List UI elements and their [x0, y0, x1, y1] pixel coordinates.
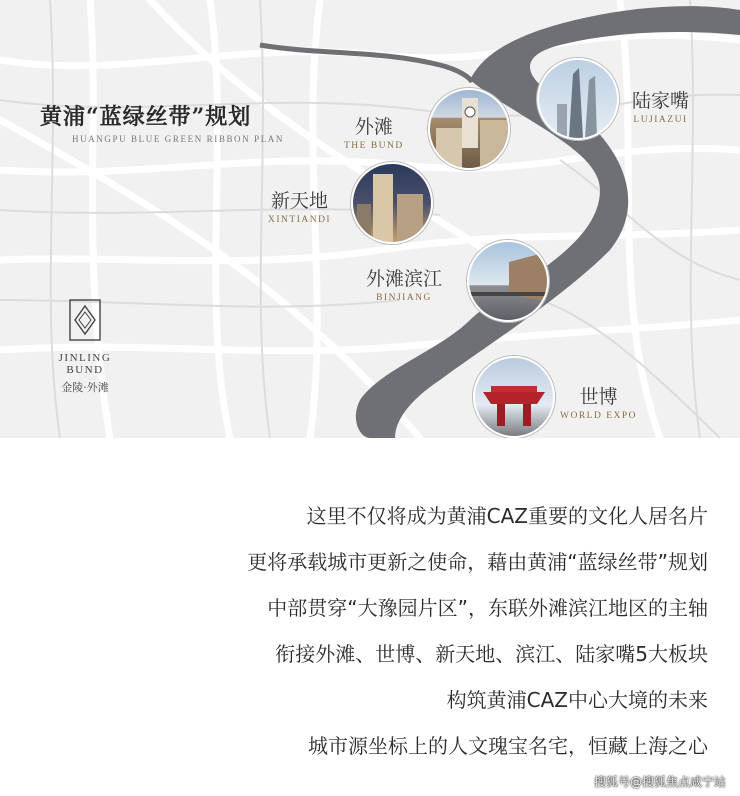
copy-line: 构筑黄浦CAZ中心大境的未来	[446, 688, 708, 712]
china-pavilion-icon	[475, 358, 553, 436]
copy-line: 更将承载城市更新之使命，藉由黄浦“蓝绿丝带”规划	[247, 550, 708, 574]
place-lujiazui	[632, 86, 689, 125]
watermark: 搜狐号@搜狐焦点咸宁站	[593, 775, 726, 789]
logo-cn: 金陵·外滩	[61, 381, 109, 394]
diamond-logo-icon	[68, 298, 102, 342]
place-expo	[560, 382, 637, 421]
place-binjiang-en: BINJIANG	[376, 293, 432, 303]
place-expo-cn: 世博	[579, 386, 618, 408]
body-copy	[247, 505, 708, 781]
place-lujiazui-cn: 陆家嘴	[632, 90, 690, 112]
map-title: 黄浦“蓝绿丝带”规划	[40, 104, 252, 130]
towers-icon	[539, 60, 617, 138]
copy-line: 这里不仅将成为黄浦CAZ重要的文化人居名片	[306, 504, 708, 528]
expo-photo	[473, 356, 555, 438]
place-xintiandi-en: XINTIANDI	[268, 215, 332, 225]
place-bund-cn: 外滩	[354, 116, 393, 138]
place-bund-en: THE BUND	[344, 141, 404, 151]
place-binjiang	[366, 264, 442, 303]
jinling-bund-logo	[40, 298, 130, 395]
bund-photo	[428, 88, 510, 170]
place-xintiandi	[268, 186, 331, 225]
copy-line: 中部贯穿“大豫园片区”，东联外滩滨江地区的主轴	[267, 596, 708, 620]
copy-line: 城市源坐标上的人文瑰宝名宅，恒藏上海之心	[308, 734, 708, 758]
place-expo-en: WORLD EXPO	[560, 411, 638, 421]
clocktower-icon	[430, 90, 508, 168]
place-bund	[344, 112, 404, 151]
map-subtitle: HUANGPU BLUE GREEN RIBBON PLAN	[72, 134, 285, 144]
binjiang-photo	[467, 240, 549, 322]
night-building-icon	[353, 164, 431, 242]
logo-en: JINLING BUND	[58, 352, 112, 376]
riverside-building-icon	[469, 242, 547, 320]
lujiazui-photo	[537, 58, 619, 140]
xintiandi-photo	[351, 162, 433, 244]
copy-line: 衔接外滩、世博、新天地、滨江、陆家嘴5大板块	[275, 642, 708, 666]
place-binjiang-cn: 外滩滨江	[366, 268, 443, 290]
place-lujiazui-en: LUJIAZUI	[633, 115, 688, 125]
place-xintiandi-cn: 新天地	[271, 190, 329, 212]
